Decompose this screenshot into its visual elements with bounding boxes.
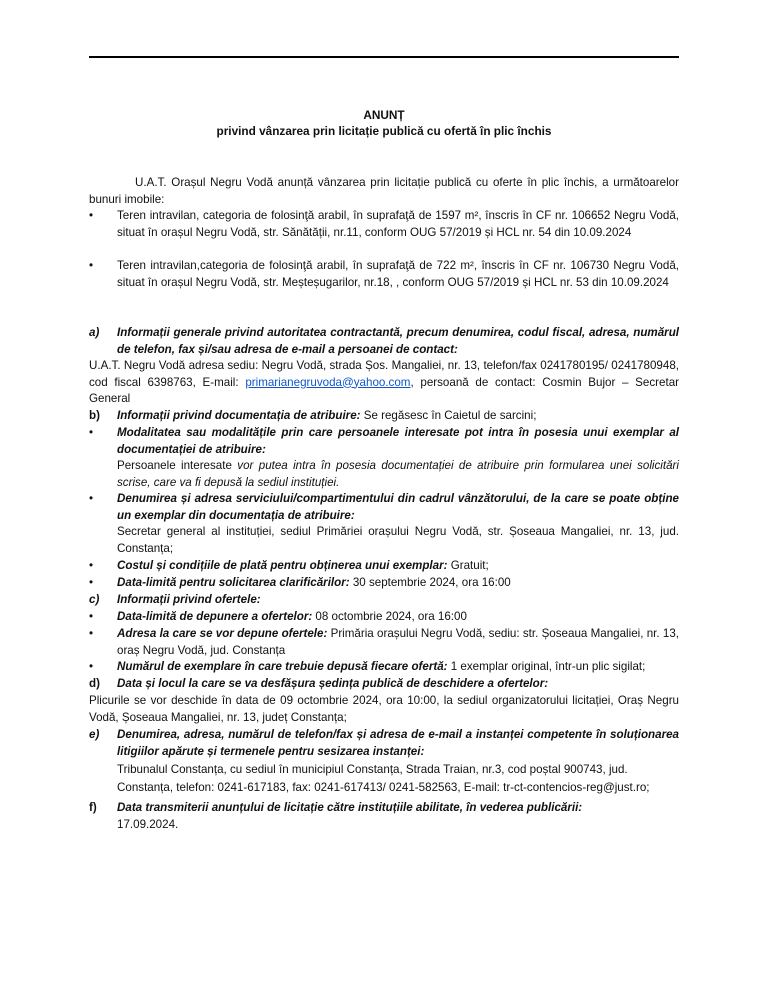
section-b-label: b) (89, 409, 100, 422)
section-c3 (117, 659, 679, 676)
section-e-label: e) (89, 728, 100, 741)
section-c3-heading: Numărul de exemplare în care trebuie depusă fiecare ofertă: (117, 660, 448, 673)
page-title: ANUNȚ (363, 108, 405, 122)
section-c2-heading: Adresa la care se vor depune ofertele: (117, 627, 328, 640)
section-b1-text (117, 458, 679, 491)
intro-paragraph: U.A.T. Orașul Negru Vodă anunță vânzarea prin licitație publică cu oferte în plic închis, a următoarelor bunuri imobile: (89, 176, 679, 206)
section-b2-heading: Denumirea și adresa serviciului/compartimentului din cadrul vânzătorului, de la care se poate obține un exemplar din documentația de atribuire: (117, 492, 679, 522)
section-c2-text: Primăria orașului Negru Vodă, sediu: str. Șoseaua Mangaliei, nr. 13, oraș Negru Vodă, jud. Constanța (117, 627, 679, 657)
section-c1 (117, 609, 679, 626)
section-f-text: 17.09.2024. (117, 818, 179, 831)
bullet-icon: • (89, 209, 94, 222)
property-item-1: Teren intravilan, categoria de folosinţă arabil, în suprafaţă de 1597 m², înscris în CF nr. 106652 Negru Vodă, situat în orașul Negru Vodă, str. Sănătății, nr.11, conform OUG 57/2019 și HCL nr. 54 din 10.09.2024 (117, 209, 679, 239)
section-d-label: d) (89, 677, 100, 690)
section-b-text: Se regăsesc în Caietul de sarcini; (360, 409, 537, 422)
bullet-icon: • (89, 627, 94, 640)
section-a-text-post: , persoană de contact: Cosmin Bujor – Secretar General (89, 375, 679, 405)
section-d-text: Plicurile se vor deschide în data de 09 octombrie 2024, ora 10:00, la sediul organizatorului licitației, Oraș Negru Vodă, Șoseaua Mangaliei, nr. 13, județ Constanța; (89, 694, 679, 724)
contact-email-link[interactable]: primarianegruvoda@yahoo.com (245, 375, 411, 389)
section-f-heading: Data transmiterii anunțului de licitație către instituțiile abilitate, în vederea publicării: (117, 801, 583, 814)
section-b1-text-pre: Persoanele interesate (117, 459, 238, 472)
section-f-label: f) (89, 801, 97, 814)
section-b2-text: Secretar general al instituției, sediul Primăriei orașului Negru Vodă, str. Șoseaua Mangaliei, nr. 13, jud. Constanța; (117, 525, 679, 555)
bullet-icon: • (89, 610, 94, 623)
section-c1-text: 08 octombrie 2024, ora 16:00 (312, 610, 467, 623)
section-d-heading: Data și locul la care se va desfășura ședința publică de deschidere a ofertelor: (117, 677, 549, 690)
bullet-icon: • (89, 259, 94, 272)
bullet-icon: • (89, 426, 94, 439)
section-b4 (117, 575, 679, 592)
section-b-heading: Informații privind documentația de atribuire: (117, 409, 361, 422)
section-c-label: c) (89, 593, 100, 606)
bullet-icon: • (89, 492, 94, 505)
section-c1-heading: Data-limită de depunere a ofertelor: (117, 610, 313, 623)
section-a-text (89, 358, 679, 408)
section-c-heading: Informații privind ofertele: (117, 593, 261, 606)
section-b (117, 408, 679, 425)
section-b3 (117, 558, 679, 575)
section-b3-text: Gratuit; (447, 559, 489, 572)
section-e-heading: Denumirea, adresa, numărul de telefon/fax și adresa de e-mail a instanței competente în soluționarea litigiilor apărute și termenele pentru sesizarea instanței: (117, 728, 679, 758)
section-e-text-2: Constanța, telefon: 0241-617183, fax: 0241-617413/ 0241-582563, E-mail: tr-ct-contencios-reg@just.ro; (117, 781, 650, 794)
section-b3-heading: Costul și condițiile de plată pentru obținerea unui exemplar: (117, 559, 448, 572)
bullet-icon: • (89, 576, 94, 589)
top-rule (89, 56, 679, 58)
section-c3-text: 1 exemplar original, într-un plic sigilat; (447, 660, 646, 673)
section-b1-heading: Modalitatea sau modalitățile prin care persoanele interesate pot intra în posesia unui exemplar al documentației de atribuire: (117, 426, 679, 456)
section-c2 (117, 626, 679, 659)
bullet-icon: • (89, 559, 94, 572)
section-b4-heading: Data-limită pentru solicitarea clarificărilor: (117, 576, 350, 589)
page-subtitle: privind vânzarea prin licitație publică cu ofertă în plic închis (216, 124, 552, 138)
section-a-label: a) (89, 326, 100, 339)
section-a-heading: Informații generale privind autoritatea contractantă, precum denumirea, codul fiscal, adresa, numărul de telefon, fax și/sau adresa de e-mail a persoanei de contact: (117, 326, 679, 356)
section-e-text-1: Tribunalul Constanța, cu sediul în municipiul Constanța, Strada Traian, nr.3, cod poștal 900743, jud. (117, 763, 628, 776)
section-b1-text-italic: vor putea intra în posesia documentației de atribuire prin formularea unei solicitări scrise, care va fi depusă la sediul instituției. (117, 459, 679, 489)
section-a-text-pre: U.A.T. Negru Vodă adresa sediu: Negru Vodă, strada Șos. Mangaliei, nr. 13, telefon/fax 0241780195/ 0241780948, cod fiscal 6398763, E-mail: (89, 359, 679, 389)
bullet-icon: • (89, 660, 94, 673)
section-b4-text: 30 septembrie 2024, ora 16:00 (349, 576, 511, 589)
property-item-2: Teren intravilan,categoria de folosinţă arabil, în suprafaţă de 722 m², înscris în CF nr. 106730 Negru Vodă, situat în orașul Negru Vodă, str. Meșteșugarilor, nr.18, , conform OUG 57/2019 și HCL nr. 53 din 10.09.2024 (117, 259, 679, 289)
